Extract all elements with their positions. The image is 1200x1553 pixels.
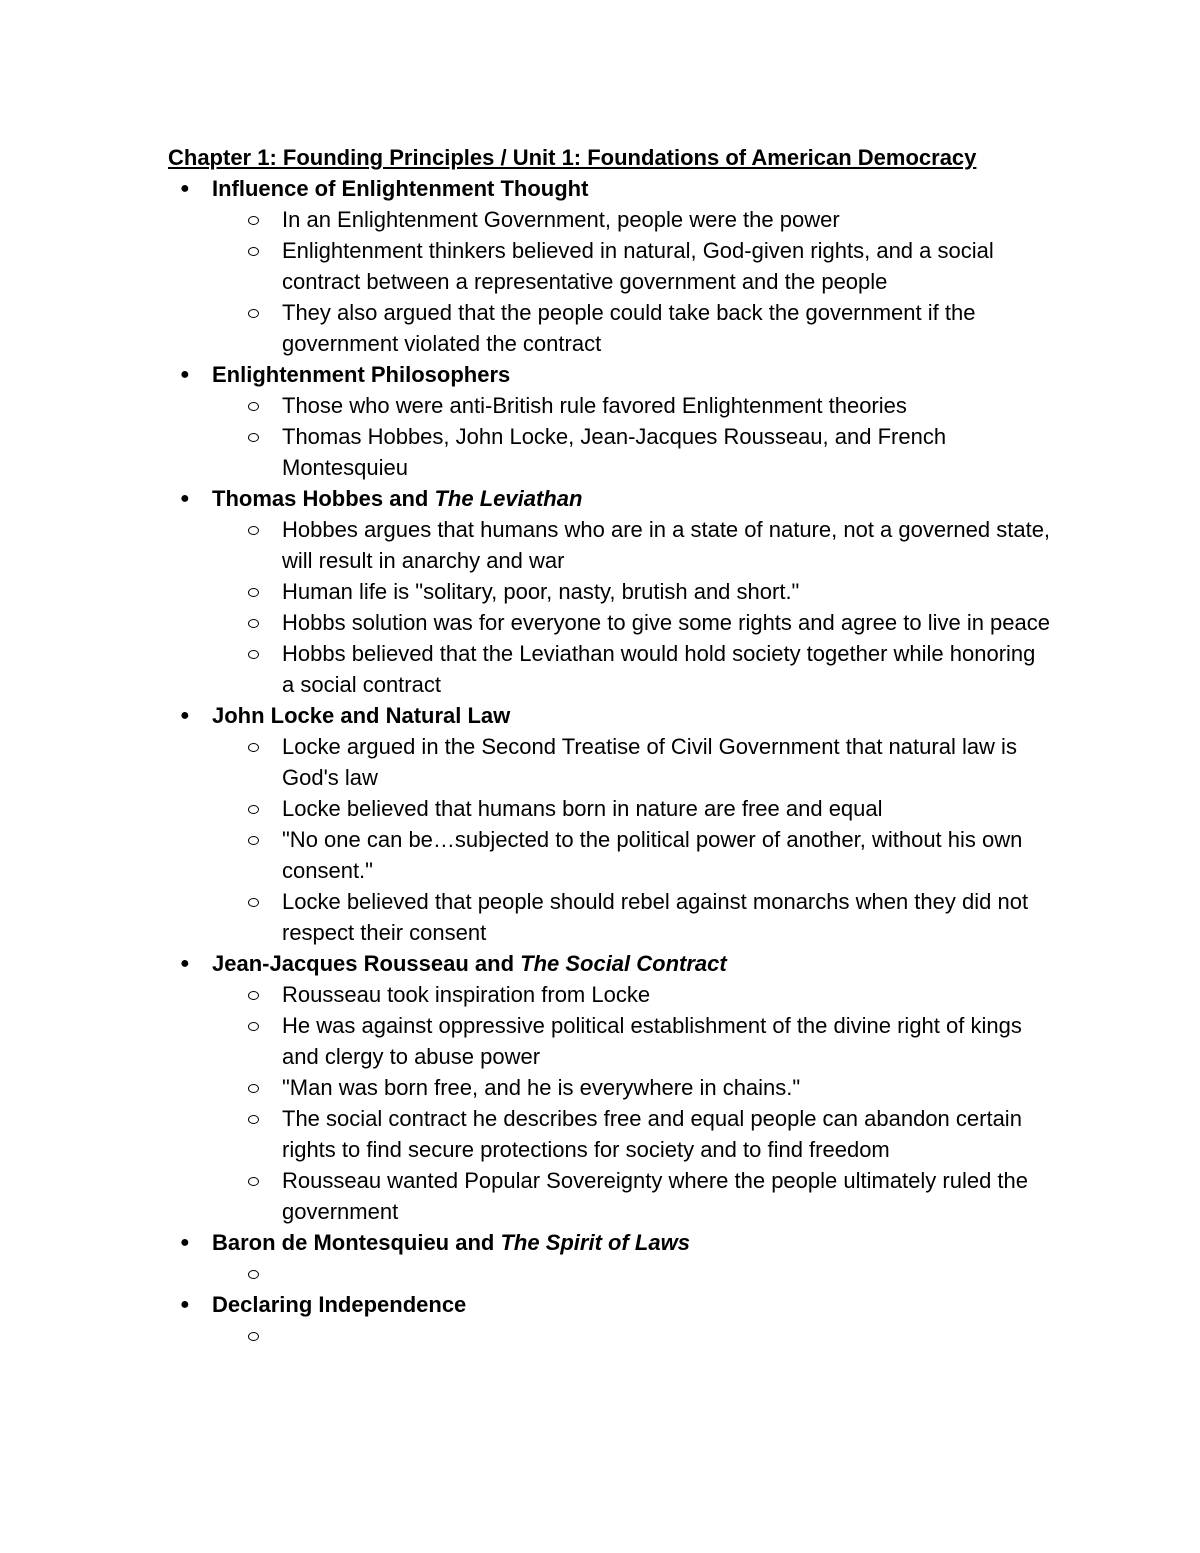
outline-section <box>0 483 1200 700</box>
sub-bullet-text: In an Enlightenment Government, people were the power <box>282 207 840 232</box>
section-heading <box>0 1289 1200 1320</box>
sub-bullet-text: Enlightenment thinkers believed in natural, God-given rights, and a social contract between a representative government and the people <box>282 238 994 294</box>
sub-bullet-item <box>0 204 1052 235</box>
sub-bullet-item <box>0 607 1052 638</box>
outline-section <box>0 173 1200 359</box>
sub-bullet-item <box>0 576 1052 607</box>
sub-bullet-item <box>0 1010 1052 1072</box>
sub-bullet-list <box>0 204 1200 359</box>
hollow-circle-bullet-icon <box>248 1022 259 1031</box>
section-heading <box>0 948 1200 979</box>
hollow-circle-bullet-icon <box>248 526 259 535</box>
sub-bullet-text: Hobbs solution was for everyone to give some rights and agree to live in peace <box>282 610 1050 635</box>
hollow-circle-bullet-icon <box>248 247 259 256</box>
section-heading <box>0 1227 1200 1258</box>
section-heading-text: Enlightenment Philosophers <box>212 362 511 387</box>
hollow-circle-bullet-icon <box>248 1084 259 1093</box>
hollow-circle-bullet-icon <box>248 216 259 225</box>
outline-list <box>0 173 1200 1351</box>
sub-bullet-item <box>0 793 1052 824</box>
sub-bullet-item <box>0 297 1052 359</box>
sub-bullet-text: Locke argued in the Second Treatise of Civil Government that natural law is God's law <box>282 734 1017 790</box>
sub-bullet-item <box>0 638 1052 700</box>
hollow-circle-bullet-icon <box>248 836 259 845</box>
hollow-circle-bullet-icon <box>248 1270 259 1279</box>
sub-bullet-text: Human life is "solitary, poor, nasty, brutish and short." <box>282 579 800 604</box>
sub-bullet-item <box>0 421 1052 483</box>
sub-bullet-item <box>0 731 1052 793</box>
hollow-circle-bullet-icon <box>248 898 259 907</box>
section-heading-text: Jean-Jacques Rousseau and <box>212 951 521 976</box>
sub-bullet-text: "Man was born free, and he is everywhere in chains." <box>282 1075 801 1100</box>
sub-bullet-text: "No one can be…subjected to the political power of another, without his own consent." <box>282 827 1023 883</box>
filled-bullet-icon: ● <box>180 366 190 383</box>
sub-bullet-text: Locke believed that people should rebel against monarchs when they did not respect their consent <box>282 889 1029 945</box>
section-heading <box>0 700 1200 731</box>
sub-bullet-item <box>0 979 1052 1010</box>
filled-bullet-icon: ● <box>180 180 190 197</box>
outline-section <box>0 700 1200 948</box>
sub-bullet-list <box>0 1258 1200 1289</box>
outline-section <box>0 359 1200 483</box>
section-heading-text: Influence of Enlightenment Thought <box>212 176 589 201</box>
hollow-circle-bullet-icon <box>248 805 259 814</box>
filled-bullet-icon: ● <box>180 707 190 724</box>
sub-bullet-item <box>0 1320 1052 1351</box>
sub-bullet-item <box>0 886 1052 948</box>
section-heading-work-title: The Spirit of Laws <box>500 1230 690 1255</box>
outline-section <box>0 1227 1200 1289</box>
sub-bullet-item <box>0 235 1052 297</box>
section-heading-work-title: The Leviathan <box>434 486 583 511</box>
sub-bullet-item <box>0 1103 1052 1165</box>
outline-section <box>0 1289 1200 1351</box>
sub-bullet-item <box>0 1165 1052 1227</box>
hollow-circle-bullet-icon <box>248 1177 259 1186</box>
filled-bullet-icon: ● <box>180 1296 190 1313</box>
hollow-circle-bullet-icon <box>248 743 259 752</box>
section-heading-text: Declaring Independence <box>212 1292 467 1317</box>
sub-bullet-text: Thomas Hobbes, John Locke, Jean-Jacques Rousseau, and French Montesquieu <box>282 424 947 480</box>
sub-bullet-list <box>0 514 1200 700</box>
sub-bullet-text: They also argued that the people could take back the government if the government violated the contract <box>282 300 976 356</box>
section-heading-text: John Locke and Natural Law <box>212 703 511 728</box>
sub-bullet-text: Hobbes argues that humans who are in a state of nature, not a governed state, will result in anarchy and war <box>282 517 1051 573</box>
sub-bullet-list <box>0 1320 1200 1351</box>
sub-bullet-text: Hobbs believed that the Leviathan would hold society together while honoring a social contract <box>282 641 1036 697</box>
sub-bullet-list <box>0 979 1200 1227</box>
hollow-circle-bullet-icon <box>248 1332 259 1341</box>
sub-bullet-text: Locke believed that humans born in nature are free and equal <box>282 796 883 821</box>
sub-bullet-item <box>0 1258 1052 1289</box>
sub-bullet-text: He was against oppressive political establishment of the divine right of kings and clergy to abuse power <box>282 1013 1022 1069</box>
hollow-circle-bullet-icon <box>248 402 259 411</box>
filled-bullet-icon: ● <box>180 490 190 507</box>
sub-bullet-item <box>0 390 1052 421</box>
outline-section <box>0 948 1200 1227</box>
hollow-circle-bullet-icon <box>248 991 259 1000</box>
sub-bullet-text: Rousseau wanted Popular Sovereignty where the people ultimately ruled the government <box>282 1168 1029 1224</box>
section-heading-text: Baron de Montesquieu and <box>212 1230 501 1255</box>
sub-bullet-text: Those who were anti-British rule favored Enlightenment theories <box>282 393 907 418</box>
document-title: Chapter 1: Founding Principles / Unit 1: Foundations of American Democracy <box>168 145 977 170</box>
sub-bullet-list <box>0 731 1200 948</box>
hollow-circle-bullet-icon <box>248 619 259 628</box>
section-heading <box>0 173 1200 204</box>
hollow-circle-bullet-icon <box>248 650 259 659</box>
section-heading-text: Thomas Hobbes and <box>212 486 435 511</box>
sub-bullet-item <box>0 514 1052 576</box>
sub-bullet-item <box>0 824 1052 886</box>
sub-bullet-item <box>0 1072 1052 1103</box>
filled-bullet-icon: ● <box>180 955 190 972</box>
sub-bullet-list <box>0 390 1200 483</box>
hollow-circle-bullet-icon <box>248 309 259 318</box>
hollow-circle-bullet-icon <box>248 433 259 442</box>
section-heading <box>0 359 1200 390</box>
hollow-circle-bullet-icon <box>248 1115 259 1124</box>
filled-bullet-icon: ● <box>180 1234 190 1251</box>
section-heading <box>0 483 1200 514</box>
sub-bullet-text: Rousseau took inspiration from Locke <box>282 982 651 1007</box>
section-heading-work-title: The Social Contract <box>520 951 727 976</box>
hollow-circle-bullet-icon <box>248 588 259 597</box>
sub-bullet-text: The social contract he describes free and equal people can abandon certain rights to find secure protections for society and to find freedom <box>282 1106 1022 1162</box>
